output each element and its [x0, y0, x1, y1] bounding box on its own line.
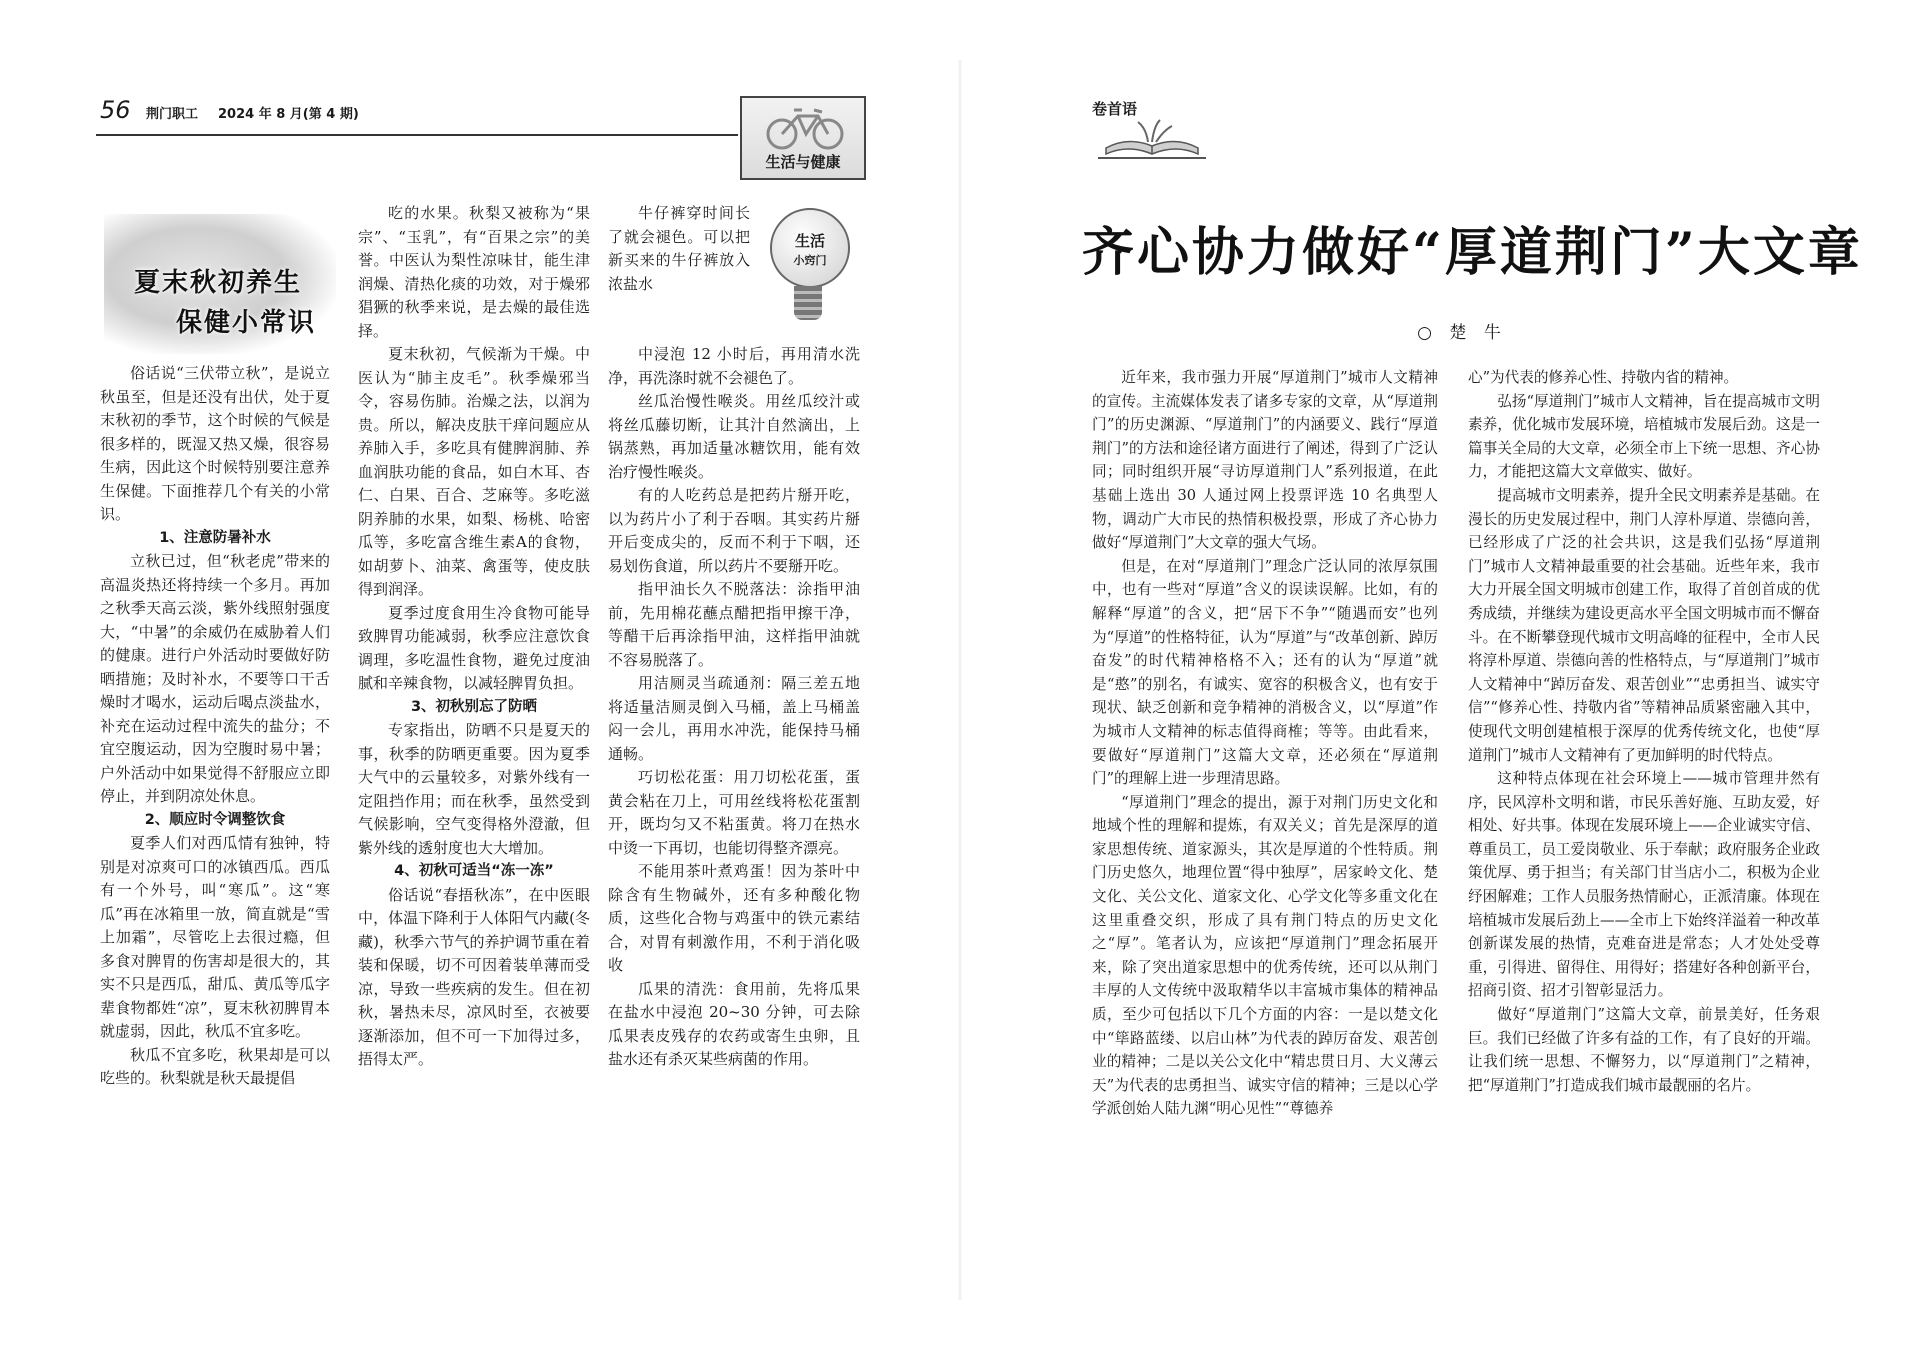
paragraph: 牛仔裤穿时间长了就会褪色。可以把新买来的牛仔裤放入浓盐水 [608, 204, 750, 293]
bicycle-icon [762, 102, 848, 152]
bulb-base [794, 286, 822, 320]
feature-title-line2: 保健小常识 [176, 308, 317, 338]
paragraph: 夏末秋初，气候渐为干燥。中医认为“肺主皮毛”。秋季燥邪当令，容易伤肺。治燥之法，以润为贵。所以，解决皮肤干痒问题应从养肺入手，多吃具有健脾润肺、养血润肤功能的食品，如白木耳、杏仁、白果、百合、芝麻等。多吃滋阴养肺的水果，如梨、杨桃、哈密瓜等，多吃富含维生素A的食物，如胡萝卜、油菜、禽蛋等，使皮肤得到润泽。 [358, 345, 590, 598]
paragraph: 中浸泡 12 小时后，再用清水洗净，再洗涤时就不会褪色了。 [608, 345, 860, 387]
lightbulb-icon [758, 208, 858, 336]
paragraph: 心”为代表的修养心性、持敬内省的精神。 [1468, 369, 1739, 386]
section-label-preface: 卷首语 [1092, 100, 1138, 118]
subheading: 2、顺应时令调整饮食 [144, 811, 286, 828]
paragraph: 近年来，我市强力开展“厚道荆门”城市人文精神的宣传。主流媒体发表了诸多专家的文章，从“厚道荆门”的历史渊源、“厚道荆门”的内涵要义、践行“厚道荆门”的方法和途径诸方面进行了阐述，得到了广泛认同；同时组织开展“寻访厚道荆门人”系列报道，在此基础上选出 30 人通过网上投票评选 10 名典型人物，调动广大市民的热情积极投票，形成了齐心协力做好“厚道荆门”大文章的强大气场。 [1092, 369, 1438, 552]
magazine-name: 荆门职工 [146, 107, 199, 122]
paragraph: 用洁厕灵当疏通剂：隔三差五地将适量洁厕灵倒入马桶，盖上马桶盖闷一会儿，再用水冲洗，能保持马桶通畅。 [608, 674, 860, 763]
bulb-glass [770, 208, 850, 288]
subheading: 3、初秋别忘了防晒 [410, 698, 538, 715]
paragraph: 有的人吃药总是把药片掰开吃，以为药片小了利于吞咽。其实药片掰开后变成尖的，反而不利于下咽，还易划伤食道，所以药片不要掰开吃。 [608, 486, 860, 575]
article-column-3 [608, 343, 860, 1072]
article-column-2 [358, 202, 590, 1072]
paragraph: 夏季过度食用生冷食物可能导致脾胃功能减弱，秋季应注意饮食调理，多吃温性食物，避免过度油腻和辛辣食物，以减轻脾胃负担。 [358, 603, 590, 692]
bulb-label-line1: 生活 [794, 232, 825, 250]
paragraph: 夏季人们对西瓜情有独钟，特别是对凉爽可口的冰镇西瓜。西瓜有一个外号，叫“寒瓜”。这“寒瓜”再在冰箱里一放，简直就是“雪上加霜”，尽管吃上去很过瘾，但多食对脾胃的伤害却是很大的，其实不只是西瓜，甜瓜、黄瓜等瓜字辈食物都姓“凉”，夏末秋初脾胃本就虚弱，因此，秋瓜不宜多吃。 [100, 834, 330, 1040]
paragraph: 吃的水果。秋梨又被称为“果宗”、“玉乳”，有“百果之宗”的美誉。中医认为梨性凉味甘，能生津润燥、清热化痰的功效，对于燥邪猖獗的秋季来说，是去燥的最佳选择。 [358, 204, 590, 340]
paragraph: “厚道荆门”理念的提出，源于对荆门历史文化和地域个性的理解和提炼，有双关义；首先是深厚的道家思想传统、道家源头，其次是厚道的个性特质。荆门历史悠久，地理位置“得中独厚”，居家岭文化、楚文化、关公文化、道家文化、心学文化等多重文化在这里重叠交织，形成了具有荆门特点的历史文化之“厚”。笔者认为，应该把“厚道荆门”理念拓展开来，除了突出道家思想中的优秀传统，还可以从荆门丰厚的人文传统中汲取精华以丰富城市集体的精神品质，至少可包括以下几个方面的内容：一是以楚文化中“筚路蓝缕、以启山林”为代表的踔厉奋发、艰苦创业的精神；二是以关公文化中“精忠贯日月、大义薄云天”为代表的忠勇担当、诚实守信的精神；三是以心学学派创始人陆九渊“明心见性”“尊德养 [1092, 793, 1438, 1118]
paragraph: 巧切松花蛋：用刀切松花蛋，蛋黄会粘在刀上，可用丝线将松花蛋割开，既均匀又不粘蛋黄。将刀在热水中烫一下再切，也能切得整齐漂亮。 [608, 768, 860, 857]
section-badge [740, 96, 866, 180]
paragraph: 不能用茶叶煮鸡蛋！因为茶叶中除含有生物碱外，还有多种酸化物质，这些化合物与鸡蛋中的铁元素结合，对胃有刺激作用，不利于消化吸收 [608, 862, 860, 974]
paragraph: 指甲油长久不脱落法：涂指甲油前，先用棉花蘸点醋把指甲擦干净，等醋干后再涂指甲油，这样指甲油就不容易脱落了。 [608, 580, 860, 669]
subheading: 4、初秋可适当“冻一冻” [394, 863, 554, 879]
preface-column-1 [1092, 366, 1438, 1121]
feature-title-box [104, 214, 336, 354]
page-number: 56 [100, 96, 131, 124]
paragraph: 专家指出，防晒不只是夏天的事，秋季的防晒更重要。因为夏季大气中的云量较多，对紫外线有一定阻挡作用；而在秋季，虽然受到气候影响，空气变得格外澄澈，但紫外线的透射度也大大增加。 [358, 721, 590, 857]
subheading: 1、注意防暑补水 [159, 529, 271, 546]
feature-title-line1: 夏末秋初养生 [134, 268, 303, 298]
paragraph: 秋瓜不宜多吃，秋果却是可以吃些的。秋梨就是秋天最提倡 [100, 1045, 330, 1087]
paragraph: 提高城市文明素养，提升全民文明素养是基础。在漫长的历史发展过程中，荆门人淳朴厚道、崇德向善，已经形成了广泛的社会共识，这是我们弘扬“厚道荆门”城市人文精神最重要的社会基础。近些年来，我市大力开展全国文明城市创建工作，取得了首创首成的优秀成绩，并继续为建设更高水平全国文明城市而不懈奋斗。在不断攀登现代城市文明高峰的征程中，全市人民将淳朴厚道、崇德向善的性格特点，与“厚道荆门”城市人文精神中“踔厉奋发、艰苦创业”“忠勇担当、诚实守信”“修养心性、持敬内省”等精神品质紧密融入其中，使现代文明创建植根于深厚的优秀传统文化，也使“厚道荆门”城市人文精神有了更加鲜明的时代特点。 [1468, 486, 1820, 764]
article-title: 齐心协力做好“厚道荆门”大文章 [1082, 222, 1863, 283]
paragraph: 但是，在对“厚道荆门”理念广泛认同的浓厚氛围中，也有一些对“厚道”含义的误读误解。比如，有的解释“厚道”的含义，把“居下不争”“随遇而安”也列为“厚道”的性格特征，认为“厚道”与“改革创新、踔厉奋发”的时代精神格格不入；还有的认为“厚道”就是“憨”的别名，有诚实、宽容的积极含义，也有安于现状、缺乏创新和竞争精神的消极含义，以“厚道”作为城市人文精神的标志值得商榷；等等。由此看来，要做好“厚道荆门”这篇大文章，还必须在“厚道荆门”的理解上进一步理清思路。 [1092, 557, 1438, 788]
header-rule [96, 134, 738, 136]
paragraph: 瓜果的清洗：食用前，先将瓜果在盐水中浸泡 20~30 分钟，可去除瓜果表皮残存的农药或寄生虫卵，且盐水还有杀灭某些病菌的作用。 [608, 979, 860, 1068]
paragraph: 立秋已过，但“秋老虎”带来的高温炎热还将持续一个多月。再加之秋季天高云淡，紫外线照射强度大，“中暑”的余威仍在威胁着人们的健康。进行户外活动时要做好防晒措施；及时补水，不要等口干舌燥时才喝水，运动后喝点淡盐水，补充在运动过程中流失的盐分；不宜空腹运动，因为空腹时易中暑；户外活动中如果觉得不舒服应立即停止，并到阴凉处休息。 [100, 552, 330, 805]
open-book-icon [1098, 118, 1206, 160]
paragraph: 俗话说“春捂秋冻”，在中医眼中，体温下降利于人体阳气内藏(冬藏)，秋季六节气的养护调节重在着装和保暖，切不可因着装单薄而受凉，导致一些疾病的发生。但在初秋，暑热未尽，凉风时至，衣被要逐渐添加，但不可一下加得过多，捂得太严。 [358, 885, 590, 1068]
paragraph: 弘扬“厚道荆门”城市人文精神，旨在提高城市文明素养，优化城市发展环境，培植城市发展后劲。这是一篇事关全局的大文章，必须全市上下统一思想、齐心协力，才能把这篇大文章做实、做好。 [1468, 392, 1820, 481]
paragraph: 这种特点体现在社会环境上——城市管理井然有序，民风淳朴文明和谐，市民乐善好施、互助友爱，好相处、好共事。体现在发展环境上——企业诚实守信、尊重员工，员工爱岗敬业、乐于奉献；政府服务企业政策优厚、勇于担当；有关部门甘当店小二，积极为企业纾困解难；工作人员服务热情耐心，正派清廉。体现在培植城市发展后劲上——全市上下始终洋溢着一种改革创新谋发展的热情，克难奋进是常态；人才处处受尊重，引得进、留得住、用得好；搭建好各种创新平台，招商引资、招才引智彰显活力。 [1468, 770, 1820, 1000]
paragraph: 做好“厚道荆门”这篇大文章，前景美好，任务艰巨。我们已经做了许多有益的工作，有了良好的开端。让我们统一思想、不懈努力，以“厚道荆门”之精神，把“厚道荆门”打造成我们城市最靓丽的名片。 [1468, 1006, 1820, 1094]
preface-column-2 [1468, 366, 1820, 1097]
section-label: 生活与健康 [765, 153, 841, 171]
paragraph: 丝瓜治慢性喉炎。用丝瓜绞汁或将丝瓜藤切断，让其汁自然滴出，上锅蒸熟，再加适量冰糖饮用，能有效治疗慢性喉炎。 [608, 392, 860, 481]
tips-intro [608, 202, 750, 296]
issue-date: 2024 年 8 月(第 4 期) [218, 107, 359, 122]
article-author: ○ 楚 牛 [1417, 323, 1507, 343]
article-column-1 [100, 362, 330, 1091]
bulb-label-line2: 小窍门 [793, 254, 827, 267]
paragraph: 俗话说“三伏带立秋”，是说立秋虽至，但是还没有出伏，处于夏末秋初的季节，这个时候的气候是很多样的，既湿又热又燥，很容易生病，因此这个时候特别要注意养生保健。下面推荐几个有关的小常识。 [100, 364, 330, 523]
